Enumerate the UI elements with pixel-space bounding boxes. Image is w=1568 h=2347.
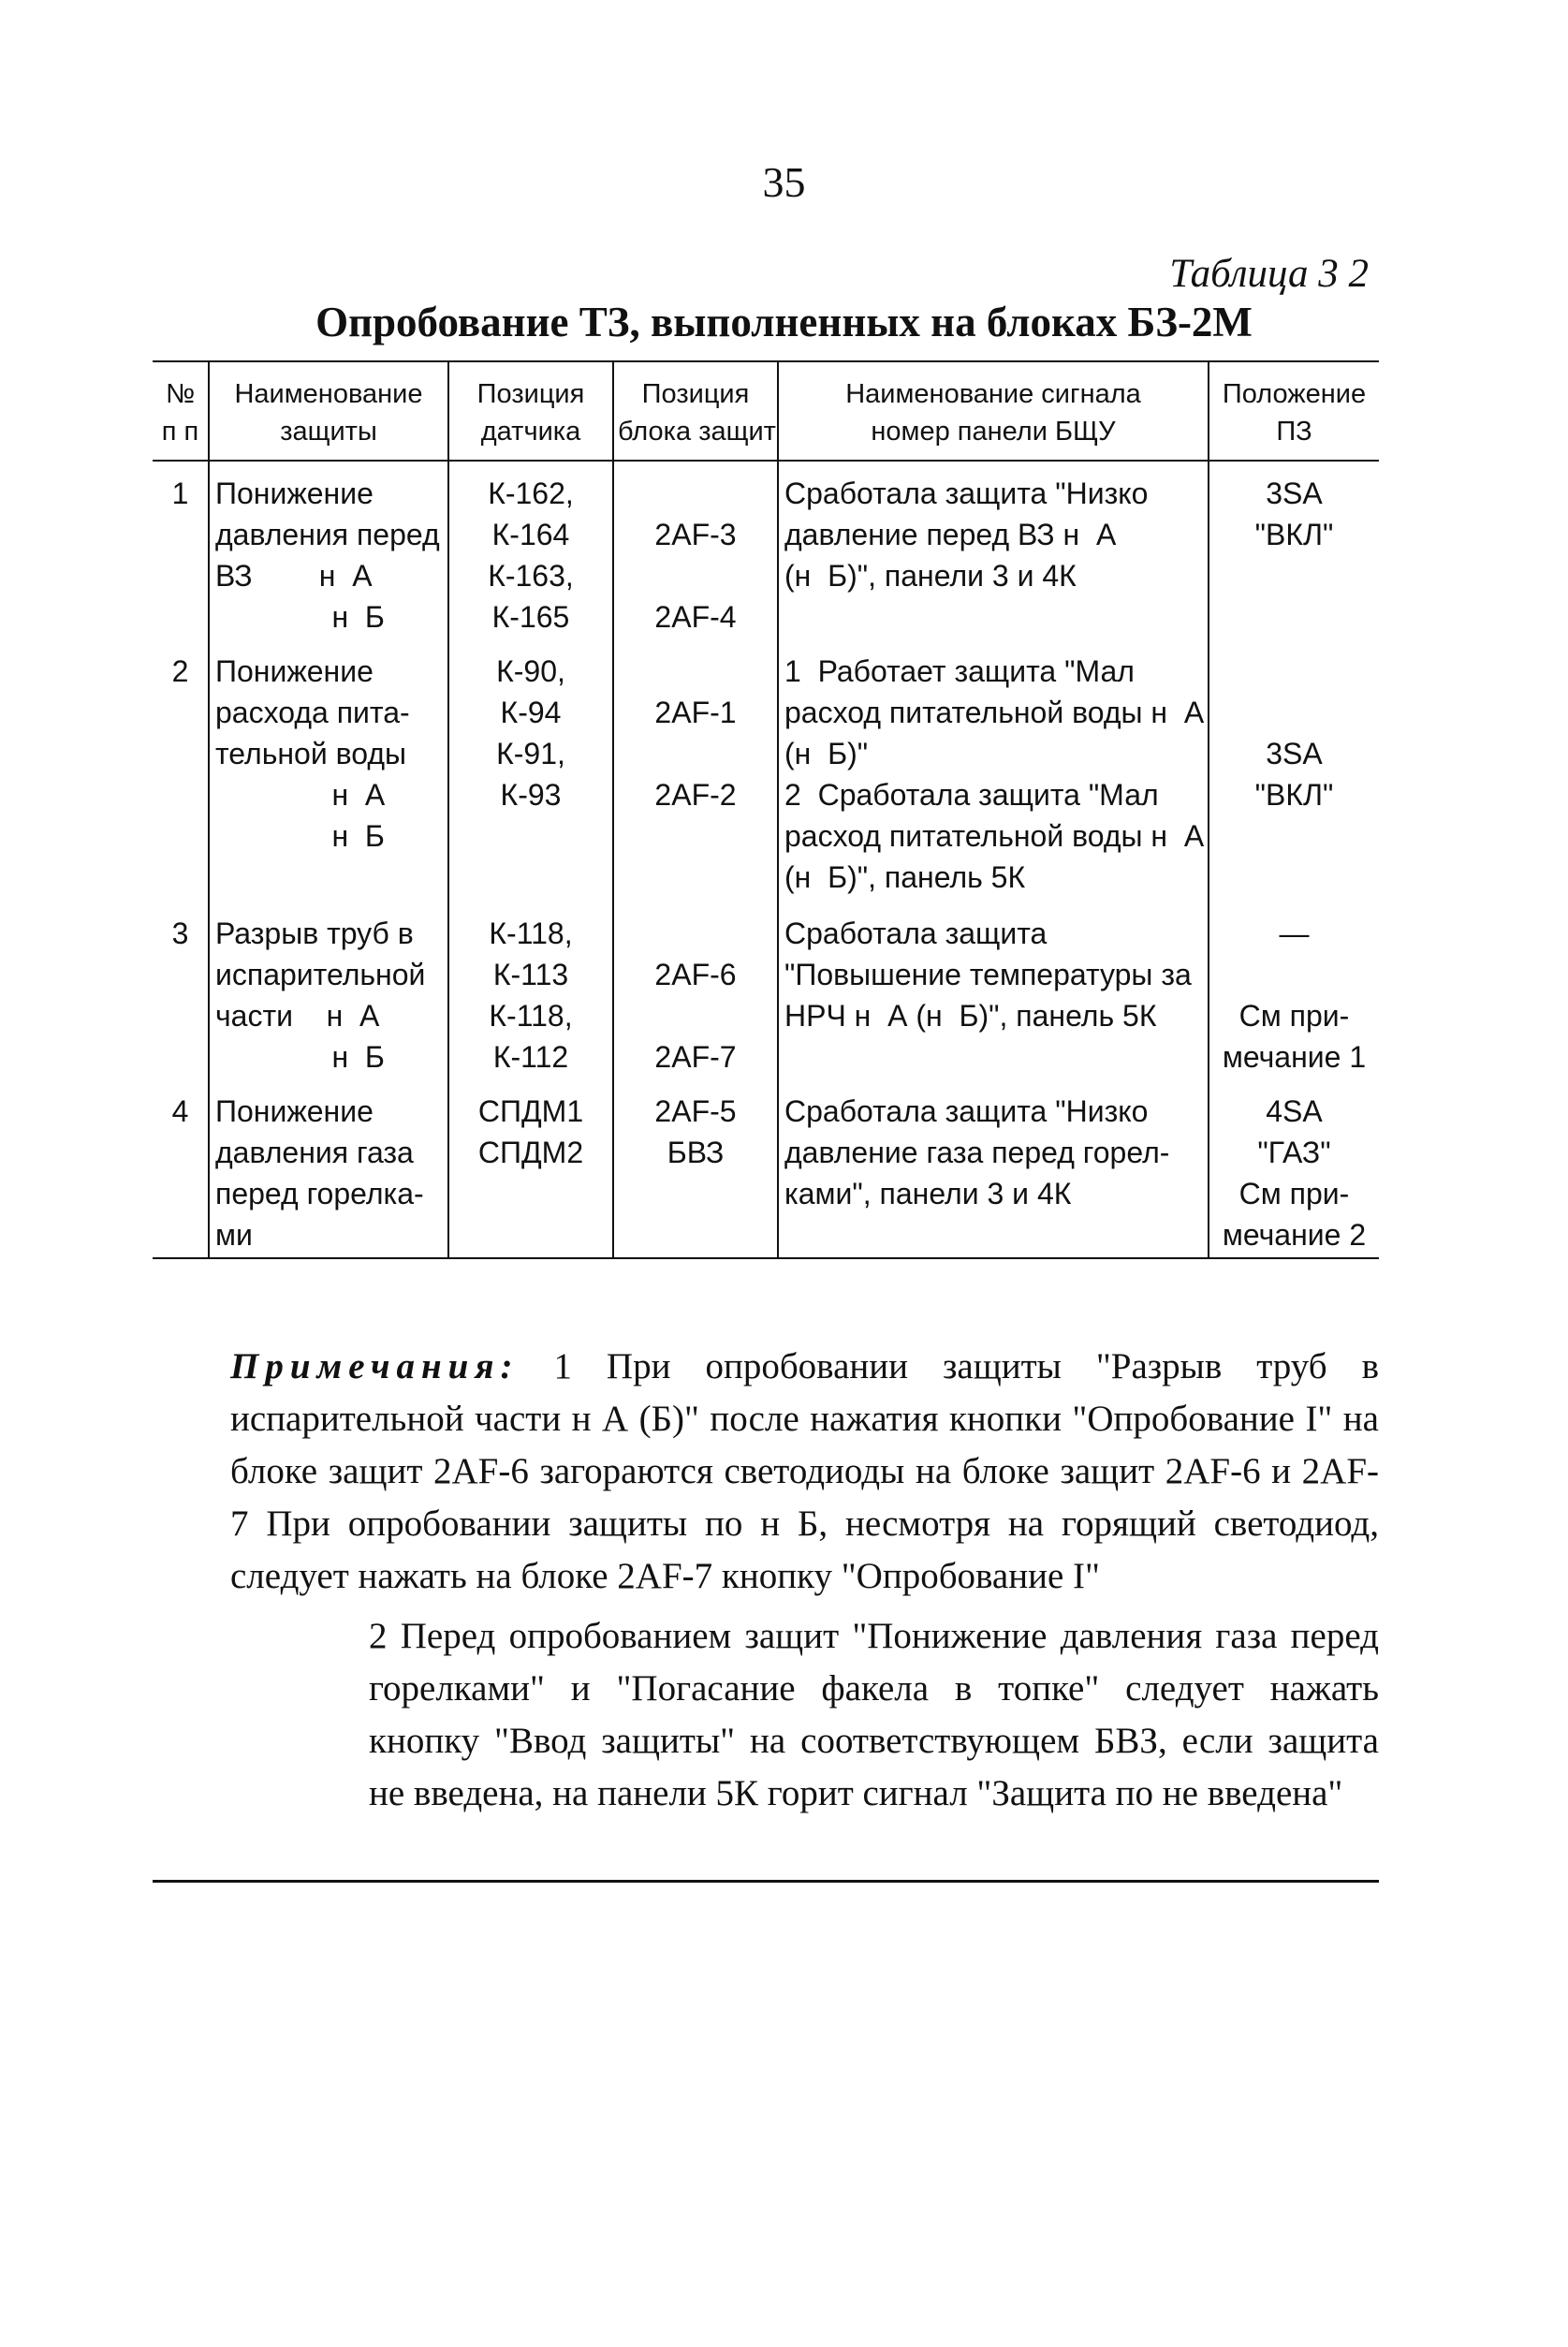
switch-state-cell-line: —	[1279, 916, 1310, 950]
sensor-position-cell-line: К-113	[492, 957, 569, 991]
switch-state-cell	[1209, 902, 1379, 1079]
header-state	[1209, 361, 1379, 461]
signal-name-cell-line: давление газа перед горел-	[784, 1135, 1170, 1169]
protection-name-cell-line: тельной воды	[215, 737, 407, 771]
block-position-cell-line	[620, 555, 771, 596]
protection-name-cell-line: ВЗ н А	[215, 559, 373, 593]
switch-state-cell-line: 4SA	[1266, 1093, 1323, 1128]
switch-state-cell-line: См при-	[1238, 998, 1350, 1033]
header-state-line: ПЗ	[1276, 417, 1312, 447]
sensor-position-cell-line: К-164	[491, 518, 570, 551]
signal-name-cell-line: Сработала защита "Низко	[784, 477, 1149, 510]
signal-name-cell-line: давление перед ВЗ н А	[784, 518, 1117, 551]
header-signal-line: Наименование сигнала	[845, 379, 1141, 409]
protection-name-cell	[209, 1079, 448, 1258]
sensor-position-cell-line: К-93	[500, 778, 562, 813]
protection-name-cell	[209, 902, 448, 1079]
switch-state-cell-line: 3SA	[1266, 737, 1323, 771]
switch-state-cell	[1209, 639, 1379, 901]
protection-test-table	[153, 360, 1379, 1259]
note-2: 2 Перед опробованием защит "Понижение давления газа перед горелками" и "Погасание факела в топке" следует нажать кнопку "Ввод защиты" на соответствующем БВЗ, если защита не введена, на панели 5К горит сигнал "Защита по не введена"	[369, 1616, 1379, 1813]
signal-name-cell-line: расход питательной воды н А	[784, 696, 1205, 730]
signal-name-cell-line: (н Б)", панели 3 и 4К	[784, 559, 1077, 593]
sensor-position-cell-line: К-162,	[488, 477, 574, 510]
switch-state-cell-line: "ВКЛ"	[1254, 778, 1334, 813]
block-position-cell	[613, 1079, 778, 1258]
signal-name-cell-line: 2 Сработала защита "Мал	[784, 778, 1159, 813]
block-position-cell-line	[620, 651, 771, 692]
row-number-cell-line: 3	[171, 916, 189, 950]
block-position-cell-line: 2AF-5	[654, 1093, 737, 1128]
signal-name-cell-line: (н Б)", панель 5К	[784, 860, 1026, 895]
bottom-rule	[153, 1880, 1379, 1883]
header-name-line: Наименование	[234, 379, 423, 409]
switch-state-cell-line	[1215, 692, 1373, 733]
protection-name-cell-line: Понижение	[215, 1093, 374, 1128]
page-number: 35	[762, 158, 806, 206]
sensor-position-cell-line: К-94	[500, 696, 562, 730]
sensor-position-cell	[448, 461, 613, 639]
signal-name-cell	[778, 1079, 1209, 1258]
switch-state-cell-line: мечание 2	[1222, 1217, 1367, 1252]
table-row	[153, 902, 1379, 1079]
sensor-position-cell	[448, 639, 613, 901]
protection-name-cell-line: н Б	[215, 1039, 385, 1074]
row-number-cell-line: 2	[171, 654, 189, 689]
protection-name-cell-line: части н А	[215, 998, 380, 1033]
sensor-position-cell-line: К-91,	[496, 737, 565, 771]
block-position-cell-line: 2AF-6	[654, 957, 737, 991]
header-name-line: защиты	[280, 417, 377, 447]
switch-state-cell-line	[1215, 651, 1373, 692]
sensor-position-cell	[448, 902, 613, 1079]
header-state-line: Положение	[1222, 379, 1367, 409]
block-position-cell-line: 2AF-1	[654, 696, 737, 730]
sensor-position-cell-line: К-118,	[489, 998, 573, 1033]
note-1-text: 1 При опробовании защиты "Разрыв труб в испарительной части н А (Б)" после нажатия кнопки "Опробование I" на блоке защит 2AF-6 загораются светодиоды на блоке защит 2AF-6 и 2AF-7 При опробовании защиты по н Б, несмотря на горящий светодиод, следует нажать на блоке 2AF-7 кнопку "Опробование I"	[230, 1346, 1379, 1596]
signal-name-cell-line: (н Б)"	[784, 737, 869, 771]
signal-name-cell-line: 1 Работает защита "Мал	[784, 654, 1135, 689]
header-number-line: №	[165, 379, 196, 409]
signal-name-cell-line: "Повышение температуры за	[784, 957, 1192, 991]
block-position-cell	[613, 902, 778, 1079]
block-position-cell-line	[620, 733, 771, 774]
signal-name-cell	[778, 639, 1209, 901]
protection-name-cell	[209, 461, 448, 639]
signal-name-cell	[778, 902, 1209, 1079]
signal-name-cell	[778, 461, 1209, 639]
switch-state-cell-line: "ВКЛ"	[1254, 518, 1334, 551]
header-sensor-line: Позиция	[476, 379, 585, 409]
table-row	[153, 639, 1379, 901]
row-number-cell	[153, 461, 209, 639]
protection-name-cell-line: давления перед	[215, 518, 440, 551]
protection-name-cell-line: н Б	[215, 600, 385, 634]
header-name	[209, 361, 448, 461]
table-title: Опробование ТЗ, выполненных на блоках БЗ-2М	[315, 299, 1253, 345]
table-caption: Таблица 3 2	[1169, 252, 1369, 296]
block-position-cell-line	[620, 473, 771, 514]
block-position-cell-line	[620, 995, 771, 1036]
protection-name-cell-line: давления газа	[215, 1135, 414, 1169]
block-position-cell-line: 2AF-7	[654, 1039, 737, 1074]
switch-state-cell-line: 3SA	[1266, 477, 1323, 510]
header-number	[153, 361, 209, 461]
header-sensor-line: датчика	[480, 417, 581, 447]
block-position-cell-line: 2AF-2	[654, 778, 737, 813]
block-position-cell	[613, 639, 778, 901]
header-block-line: Позиция	[641, 379, 750, 409]
switch-state-cell	[1209, 1079, 1379, 1258]
protection-name-cell-line: испарительной	[215, 957, 426, 991]
notes-section	[230, 1341, 1379, 1820]
protection-name-cell-line: Разрыв труб в	[215, 916, 414, 950]
signal-name-cell-line: Сработала защита	[784, 916, 1048, 950]
sensor-position-cell-line: К-163,	[488, 559, 574, 593]
switch-state-cell-line: "ГАЗ"	[1257, 1135, 1331, 1169]
row-number-cell-line: 1	[171, 477, 189, 510]
protection-name-cell-line: Понижение	[215, 477, 374, 510]
block-position-cell-line	[620, 913, 771, 954]
protection-name-cell-line: расхода пита-	[215, 696, 410, 730]
header-signal-line: номер панели БЩУ	[871, 417, 1116, 447]
header-sensor	[448, 361, 613, 461]
switch-state-cell-line: См при-	[1238, 1176, 1350, 1210]
block-position-cell-line: 2AF-3	[654, 518, 737, 551]
note-1	[230, 1341, 1379, 1603]
block-position-cell-line: 2AF-4	[654, 600, 737, 634]
signal-name-cell-line: ками", панели 3 и 4К	[784, 1176, 1072, 1210]
block-position-cell-line: БВЗ	[667, 1135, 725, 1169]
sensor-position-cell-line: К-118,	[489, 916, 573, 950]
protection-name-cell	[209, 639, 448, 901]
row-number-cell-line: 4	[171, 1093, 189, 1128]
sensor-position-cell-line: СПДМ1	[477, 1093, 584, 1128]
signal-name-cell-line: расход питательной воды н А	[784, 819, 1205, 854]
signal-name-cell-line: НРЧ н А (н Б)", панель 5К	[784, 998, 1157, 1033]
sensor-position-cell-line: К-90,	[496, 654, 565, 689]
protection-name-cell-line: н А	[215, 778, 386, 813]
signal-name-cell-line: Сработала защита "Низко	[784, 1093, 1149, 1128]
row-number-cell	[153, 1079, 209, 1258]
row-number-cell	[153, 902, 209, 1079]
protection-name-cell-line: ми	[215, 1217, 253, 1252]
table-row	[153, 461, 1379, 639]
header-signal	[778, 361, 1209, 461]
table-row	[153, 1079, 1379, 1258]
block-position-cell	[613, 461, 778, 639]
header-block	[613, 361, 778, 461]
protection-name-cell-line: перед горелка-	[215, 1176, 424, 1210]
switch-state-cell	[1209, 461, 1379, 639]
row-number-cell	[153, 639, 209, 901]
notes-heading: Примечания:	[230, 1346, 520, 1386]
sensor-position-cell-line: СПДМ2	[477, 1135, 584, 1169]
protection-name-cell-line: Понижение	[215, 654, 374, 689]
table-header-row	[153, 361, 1379, 461]
sensor-position-cell	[448, 1079, 613, 1258]
header-number-line: п п	[161, 417, 199, 447]
switch-state-cell-line: мечание 1	[1222, 1039, 1367, 1074]
header-block-line: блока защит	[618, 417, 776, 447]
protection-name-cell-line: н Б	[215, 819, 385, 854]
switch-state-cell-line	[1215, 954, 1373, 995]
sensor-position-cell-line: К-112	[492, 1039, 569, 1074]
sensor-position-cell-line: К-165	[491, 600, 570, 634]
